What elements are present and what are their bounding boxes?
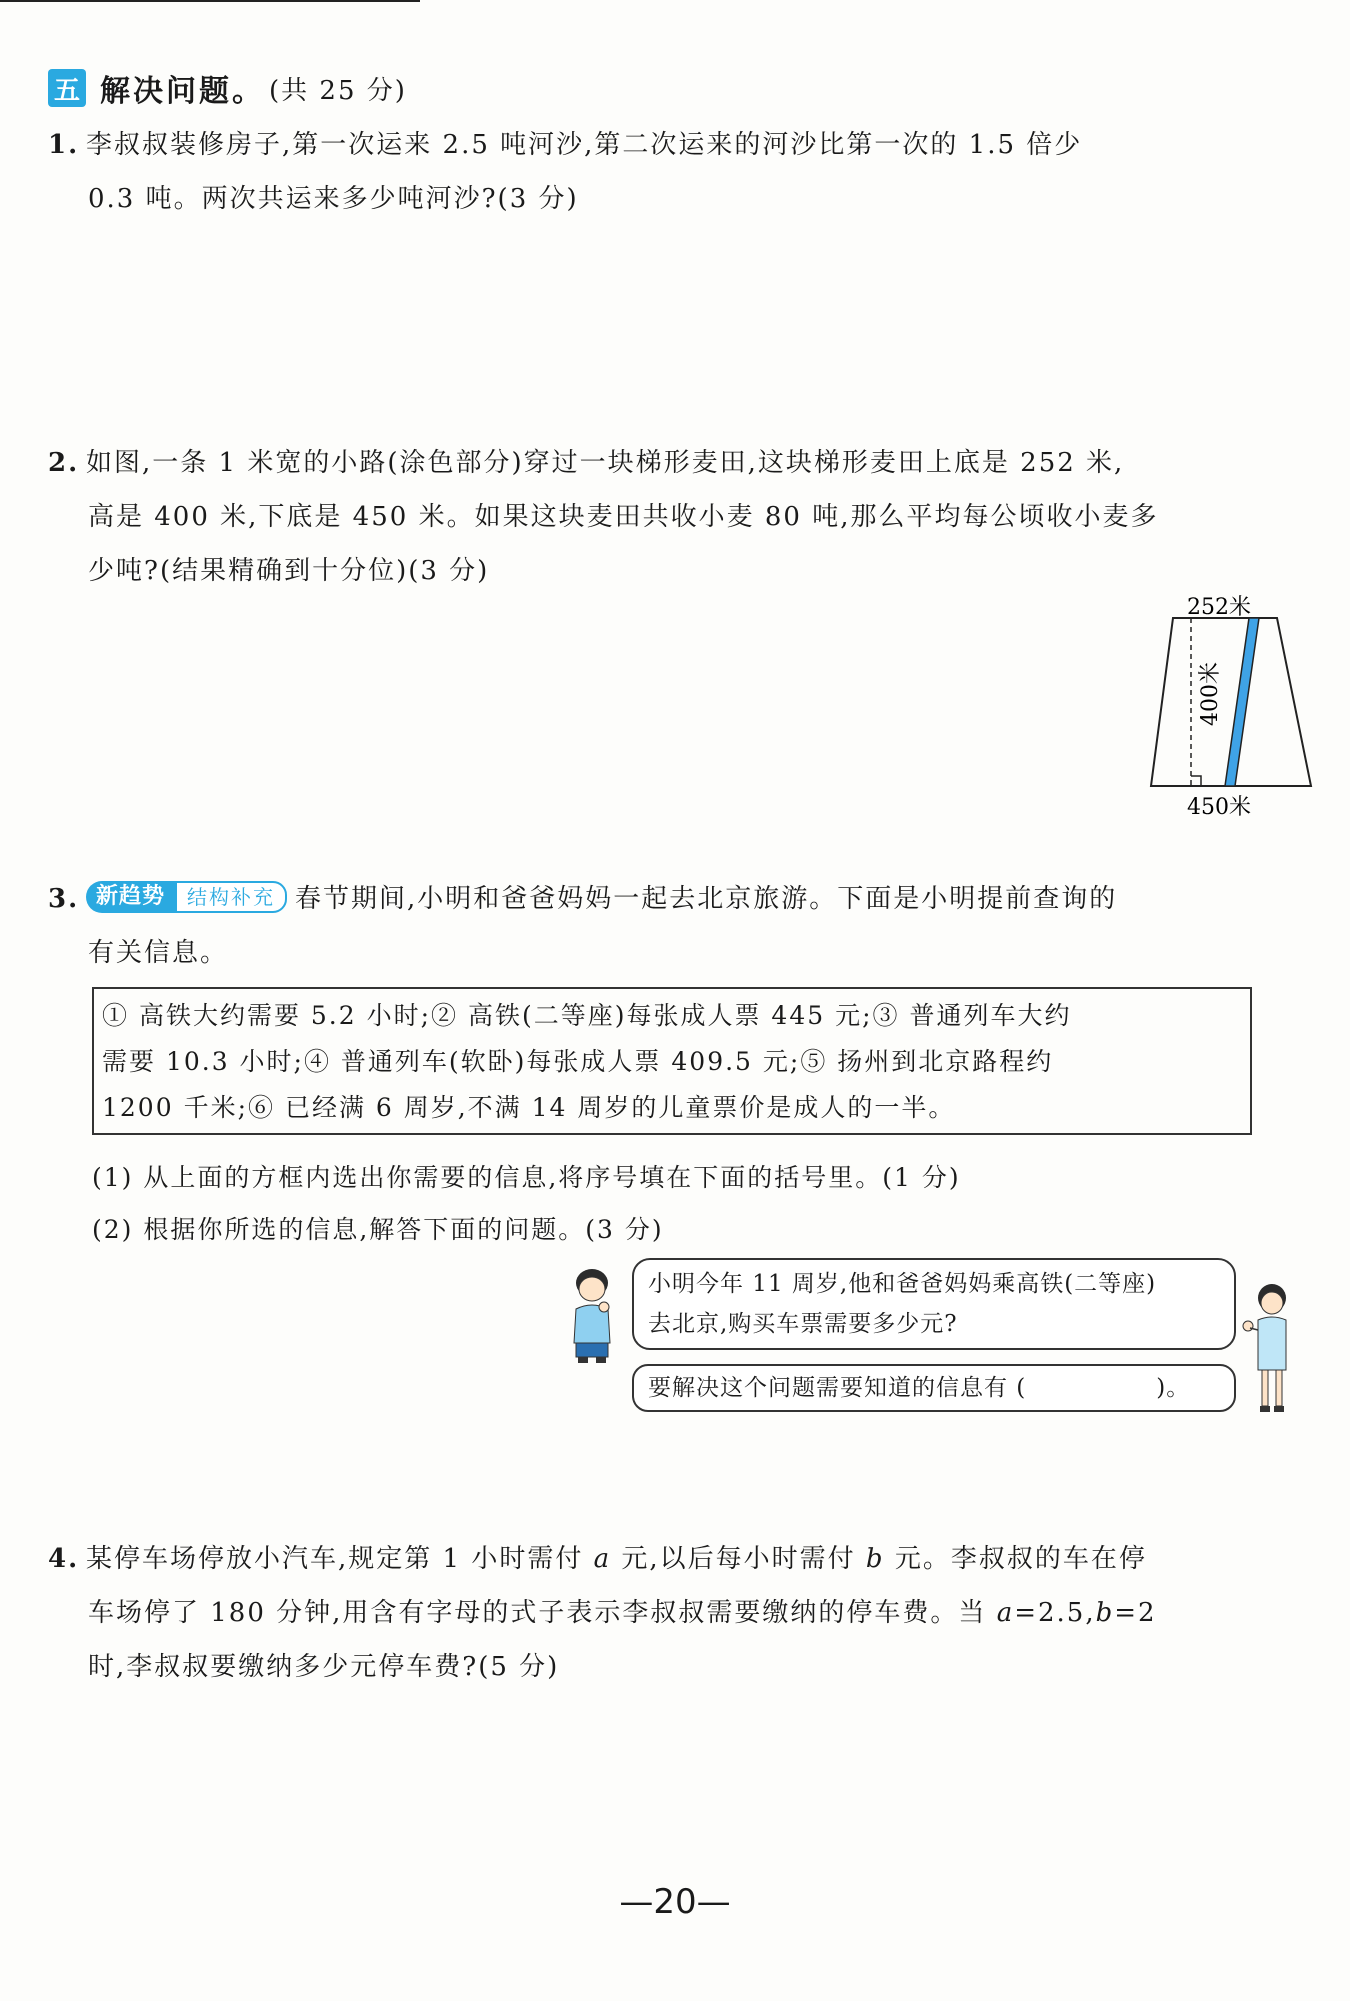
variable-a: a bbox=[593, 1544, 612, 1574]
height-label: 400米 bbox=[1198, 662, 1223, 726]
trapezoid-field-figure bbox=[1145, 595, 1315, 820]
right-angle-mark bbox=[1191, 776, 1201, 786]
question-text: 如图,一条 1 米宽的小路(涂色部分)穿过一块梯形麦田,这块梯形麦田上底是 252 米, bbox=[86, 448, 1125, 478]
bubble-text: 小明今年 11 周岁,他和爸爸妈妈乘高铁(二等座) bbox=[648, 1271, 1157, 1297]
subquestion-2: (2) 根据你所选的信息,解答下面的问题。(3 分) bbox=[92, 1215, 664, 1244]
bubble-text: 去北京,购买车票需要多少元? bbox=[648, 1311, 958, 1337]
question-text: =2.5, bbox=[1014, 1598, 1096, 1628]
question-2 bbox=[48, 436, 1308, 598]
question-text: 李叔叔装修房子,第一次运来 2.5 吨河沙,第二次运来的河沙比第一次的 1.5 倍少 bbox=[86, 130, 1083, 160]
speech-bubble-question bbox=[632, 1258, 1236, 1350]
variable-a: a bbox=[996, 1598, 1015, 1628]
bottom-base-label: 450米 bbox=[1187, 795, 1251, 820]
question-4 bbox=[48, 1532, 1308, 1694]
section-title: 解决问题。 bbox=[100, 74, 265, 109]
question-number: 1. bbox=[48, 130, 80, 160]
question-number: 3. bbox=[48, 884, 80, 914]
question-3 bbox=[48, 872, 1308, 980]
info-line: ① 高铁大约需要 5.2 小时;② 高铁(二等座)每张成人票 445 元;③ 普通列车大约 bbox=[102, 1001, 1072, 1030]
section-heading bbox=[48, 66, 407, 110]
question-text: 元,以后每小时需付 bbox=[611, 1544, 866, 1574]
section-badge: 五 bbox=[48, 69, 86, 107]
top-base-label: 252米 bbox=[1187, 595, 1251, 620]
path-strip bbox=[1225, 618, 1259, 786]
question-text: =2 bbox=[1114, 1598, 1157, 1628]
question-text: 元。李叔叔的车在停 bbox=[884, 1544, 1147, 1574]
bubble-text: 要解决这个问题需要知道的信息有 ( bbox=[648, 1375, 1027, 1401]
question-text: 某停车场停放小汽车,规定第 1 小时需付 bbox=[86, 1544, 594, 1574]
question-text: 高是 400 米,下底是 450 米。如果这块麦田共收小麦 80 吨,那么平均每公顷收小麦多 bbox=[88, 502, 1159, 532]
trend-tag-main: 新趋势 bbox=[86, 881, 175, 913]
question-text: 有关信息。 bbox=[88, 938, 229, 968]
trend-tag bbox=[86, 880, 287, 914]
info-box bbox=[92, 987, 1252, 1135]
bubble-text: )。 bbox=[1156, 1375, 1191, 1401]
variable-b: b bbox=[865, 1544, 885, 1574]
question-number: 2. bbox=[48, 448, 80, 478]
question-text: 时,李叔叔要缴纳多少元停车费?(5 分) bbox=[88, 1652, 560, 1682]
speech-bubble-answer bbox=[632, 1364, 1236, 1412]
trend-tag-sub: 结构补充 bbox=[175, 881, 287, 913]
question-text: 0.3 吨。两次共运来多少吨河沙?(3 分) bbox=[88, 184, 579, 214]
section-score: (共 25 分) bbox=[269, 75, 407, 106]
woman-figure bbox=[1240, 1280, 1300, 1415]
top-rule bbox=[0, 0, 420, 2]
variable-b: b bbox=[1095, 1598, 1115, 1628]
question-text: 春节期间,小明和爸爸妈妈一起去北京旅游。下面是小明提前查询的 bbox=[295, 884, 1118, 914]
info-line: 1200 千米;⑥ 已经满 6 周岁,不满 14 周岁的儿童票价是成人的一半。 bbox=[102, 1093, 956, 1122]
question-number: 4. bbox=[48, 1544, 80, 1574]
question-text: 车场停了 180 分钟,用含有字母的式子表示李叔叔需要缴纳的停车费。当 bbox=[88, 1598, 997, 1628]
boy-figure bbox=[560, 1265, 630, 1365]
question-text: 少吨?(结果精确到十分位)(3 分) bbox=[88, 556, 490, 586]
info-line: 需要 10.3 小时;④ 普通列车(软卧)每张成人票 409.5 元;⑤ 扬州到北京路程约 bbox=[102, 1047, 1054, 1076]
question-1 bbox=[48, 118, 1308, 226]
page-number: —20— bbox=[619, 1882, 731, 1922]
subquestion-1: (1) 从上面的方框内选出你需要的信息,将序号填在下面的括号里。(1 分) bbox=[92, 1163, 961, 1192]
